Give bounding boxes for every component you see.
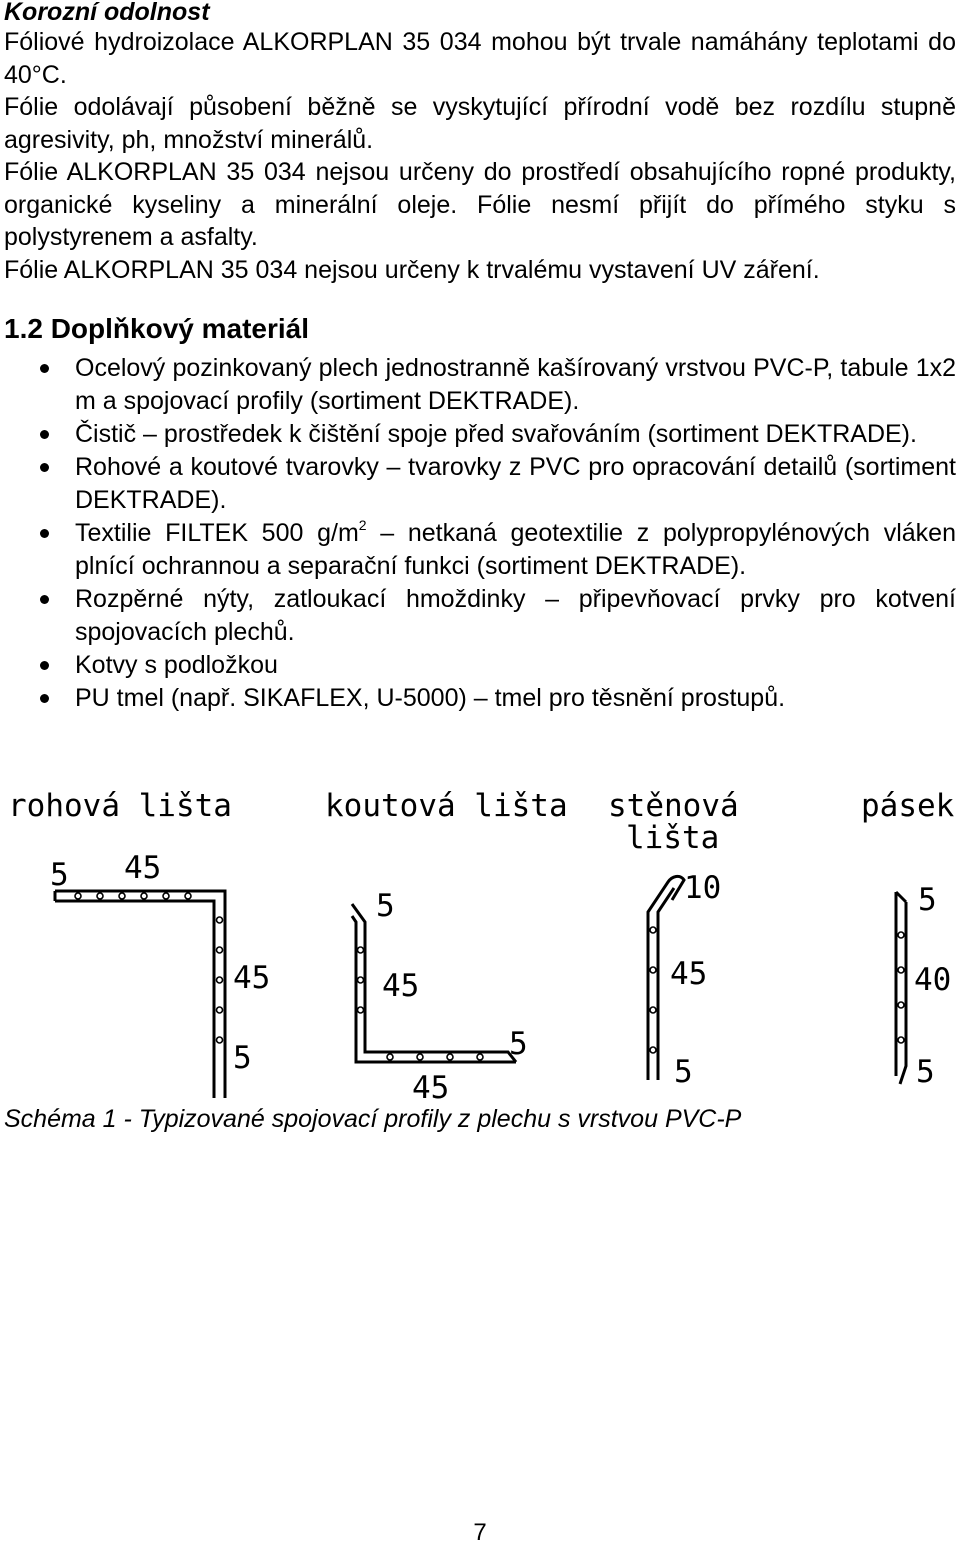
bullet-icon	[40, 529, 49, 538]
bullet-icon	[40, 595, 49, 604]
paragraph-chemical-restrictions: Fólie ALKORPLAN 35 034 nejsou určeny do prostředí obsahujícího ropné produkty, organické kyseliny a minerální oleje. Fólie nesmí přijít do přímého styku s polystyrenem a asfalty.	[4, 158, 956, 251]
paragraph-water-resistance: Fólie odolávají působení běžně se vyskytující přírodní vodě bez rozdílu stupně agresivity, ph, množství minerálů.	[4, 93, 956, 154]
bullet-icon	[40, 694, 49, 703]
dim-label: 45	[670, 956, 708, 992]
dim-label: 45	[124, 850, 162, 886]
bullet-icon	[40, 661, 49, 670]
profile-label: stěnová	[608, 788, 739, 824]
wall-profile	[608, 788, 739, 1090]
bullet-icon	[40, 430, 49, 439]
paragraph-temperature: Fóliové hydroizolace ALKORPLAN 35 034 mohou být trvale namáhány teplotami do 40°C.	[4, 28, 956, 89]
dim-label: 5	[918, 882, 937, 918]
bullet-icon	[40, 364, 49, 373]
dim-label: 5	[50, 857, 69, 893]
profile-label: koutová lišta	[325, 788, 568, 824]
dim-label: 5	[233, 1040, 252, 1076]
dim-label: 45	[233, 960, 271, 996]
figure-caption: Schéma 1 - Typizované spojovací profily z plechu s vrstvou PVC-P	[4, 1105, 742, 1133]
section-title: 1.2 Doplňkový materiál	[4, 313, 310, 344]
dim-label: 10	[684, 870, 722, 906]
paragraph-uv: Fólie ALKORPLAN 35 034 nejsou určeny k trvalému vystavení UV záření.	[4, 256, 820, 284]
list-item: Rohové a koutové tvarovky – tvarovky z PVC pro opracování detailů (sortiment DEKTRADE).	[0, 451, 960, 517]
inner-corner-profile	[325, 788, 568, 1100]
profile-label: pásek	[861, 788, 955, 824]
dim-label: 40	[914, 962, 952, 998]
materials-list	[0, 352, 960, 715]
dim-label: 5	[509, 1026, 528, 1062]
page-number: 7	[473, 1519, 487, 1546]
list-item: Rozpěrné nýty, zatloukací hmoždinky – připevňovací prvky pro kotvení spojovacích plechů.	[0, 583, 960, 649]
list-item: PU tmel (např. SIKAFLEX, U-5000) – tmel pro těsnění prostupů.	[0, 682, 960, 715]
strip-profile	[861, 788, 955, 1090]
list-item: Čistič – prostředek k čištění spoje před svařováním (sortiment DEKTRADE).	[0, 418, 960, 451]
profile-label: rohová lišta	[8, 788, 232, 824]
dim-label: 45	[412, 1070, 450, 1100]
profiles-diagram	[0, 770, 960, 1100]
list-item: Kotvy s podložkou	[0, 649, 960, 682]
bullet-icon	[40, 463, 49, 472]
dim-label: 5	[674, 1054, 693, 1090]
dim-label: 5	[916, 1054, 935, 1090]
list-item: Ocelový pozinkovaný plech jednostranně kašírovaný vrstvou PVC-P, tabule 1x2 m a spojovací profily (sortiment DEKTRADE).	[0, 352, 960, 418]
profile-label: lišta	[626, 820, 720, 856]
corner-profile	[8, 788, 270, 1098]
list-item: Textilie FILTEK 500 $g/m^2$ – netkaná geotextilie z polypropylénových vláken plnící ochrannou a separační funkci (sortiment DEKTRADE).	[0, 517, 960, 583]
dim-label: 5	[376, 888, 395, 924]
dim-label: 45	[382, 968, 420, 1004]
corrosion-heading: Korozní odolnost	[4, 0, 210, 26]
